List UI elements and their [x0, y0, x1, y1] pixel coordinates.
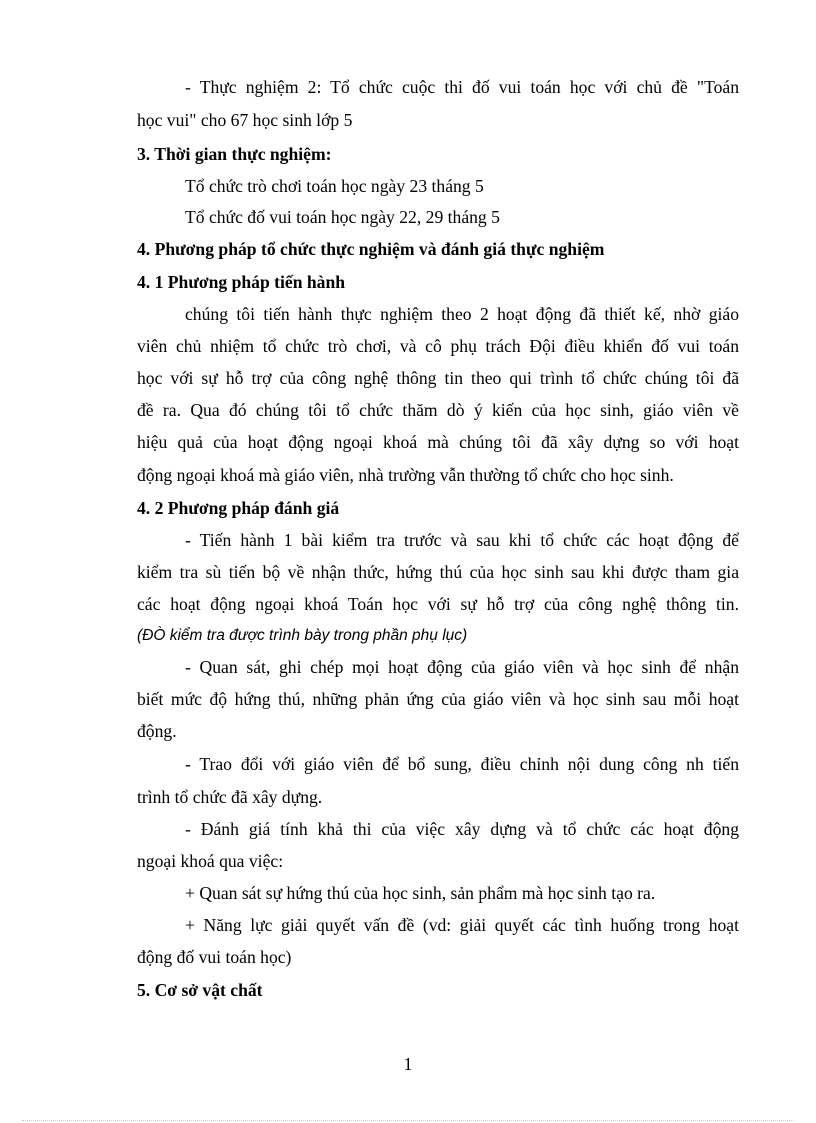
paragraph-line: biết mức độ hứng thú, những phản ứng của giáo viên và học sinh sau mỗi hoạt [137, 689, 739, 709]
section-heading: 5. Cơ sở vật chất [137, 980, 263, 1000]
paragraph-line: chúng tôi tiến hành thực nghiệm theo 2 hoạt động đã thiết kế, nhờ giáo [185, 304, 739, 324]
paragraph-line: động ngoại khoá mà giáo viên, nhà trường vẫn thường tổ chức cho học sinh. [137, 465, 674, 485]
subsection-heading: 4. 2 Phương pháp đánh giá [137, 498, 340, 518]
paragraph-line: các hoạt động ngoại khoá Toán học với sự hỗ trợ của công nghệ thông tin. [137, 594, 739, 614]
paragraph-line: - Quan sát, ghi chép mọi hoạt động của giáo viên và học sinh để nhận [185, 657, 739, 677]
paragraph-line: hiệu quả của hoạt động ngoại khoá mà chúng tôi đã xây dựng so với hoạt [137, 432, 739, 452]
subsection-heading: 4. 1 Phương pháp tiến hành [137, 272, 346, 292]
paragraph-line: động đố vui toán học) [137, 947, 292, 967]
paragraph-line: kiểm tra sù tiến bộ về nhận thức, hứng thú của học sinh sau khi được tham gia [137, 562, 739, 582]
paragraph-line: đề ra. Qua đó chúng tôi tổ chức thăm dò ý kiến của học sinh, giáo viên về [137, 400, 739, 420]
section-heading: 3. Thời gian thực nghiệm: [137, 144, 332, 164]
paragraph-line: + Năng lực giải quyết vấn đề (vd: giải quyết các tình huống trong hoạt [185, 915, 739, 935]
paragraph-line: ngoại khoá qua việc: [137, 851, 284, 871]
paragraph-line: động. [137, 721, 177, 741]
paragraph-line: viên chủ nhiệm tổ chức trò chơi, và cô phụ trách Đội điều khiển đố vui toán [137, 336, 739, 356]
page-bottom-divider [22, 1120, 794, 1121]
italic-note: (ĐÒ kiểm tra được trình bày trong phần phụ lục) [137, 627, 468, 644]
paragraph-line: - Trao đổi với giáo viên để bổ sung, điều chỉnh nội dung công nh tiến [185, 754, 739, 774]
paragraph-line: học vui" cho 67 học sinh lớp 5 [137, 110, 353, 130]
paragraph-line: - Tiến hành 1 bài kiểm tra trước và sau khi tổ chức các hoạt động để [185, 530, 739, 550]
paragraph-line: + Quan sát sự hứng thú của học sinh, sản phẩm mà học sinh tạo ra. [185, 883, 656, 903]
paragraph-line: học với sự hỗ trợ của công nghệ thông tin theo qui trình tổ chức chúng tôi đã [137, 368, 739, 388]
paragraph-line: - Thực nghiệm 2: Tổ chức cuộc thi đố vui toán học với chủ đề "Toán [185, 77, 739, 97]
paragraph-line: trình tổ chức đã xây dựng. [137, 787, 323, 807]
section-heading: 4. Phương pháp tổ chức thực nghiệm và đánh giá thực nghiệm [137, 239, 605, 259]
paragraph-line: Tổ chức đố vui toán học ngày 22, 29 tháng 5 [185, 207, 500, 227]
page-number: 1 [403, 1054, 413, 1074]
paragraph-line: - Đánh giá tính khả thi của việc xây dựng và tổ chức các hoạt động [185, 819, 739, 839]
paragraph-line: Tổ chức trò chơi toán học ngày 23 tháng 5 [185, 176, 484, 196]
